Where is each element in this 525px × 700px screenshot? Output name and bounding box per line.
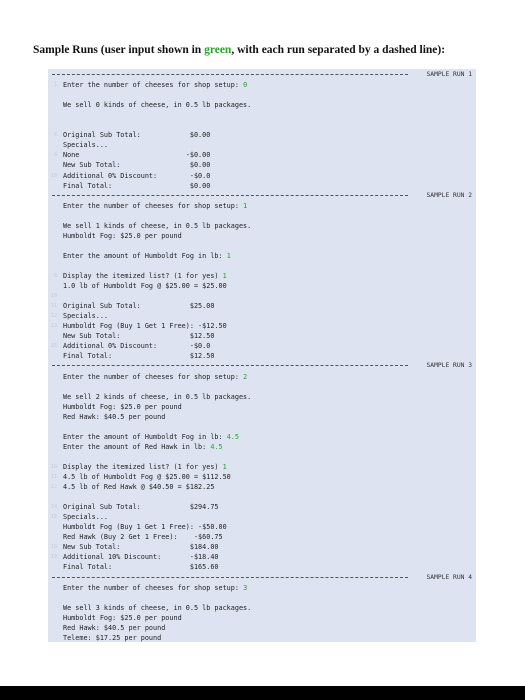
line-number: 18 bbox=[50, 544, 57, 551]
console-line bbox=[48, 221, 476, 231]
line-text: 4.5 lb of Humboldt Fog @ $25.00 = $112.50 bbox=[63, 473, 231, 481]
line-text: Display the itemized list? (1 for yes) 1 bbox=[63, 272, 227, 280]
console-line bbox=[48, 522, 476, 532]
console-line bbox=[48, 382, 476, 392]
line-text: Enter the amount of Humboldt Fog in lb: 1 bbox=[63, 251, 231, 260]
console-line bbox=[48, 432, 476, 442]
page-heading bbox=[33, 44, 513, 56]
console-line bbox=[48, 281, 476, 291]
console-line bbox=[48, 311, 476, 321]
console-line bbox=[48, 402, 476, 412]
line-text: Humboldt Fog: $25.0 per pound bbox=[63, 613, 182, 622]
user-input: 1 bbox=[222, 462, 227, 471]
console-line bbox=[48, 552, 476, 562]
console-line bbox=[48, 271, 476, 281]
line-text: Additional 10% Discount: -$18.40 bbox=[63, 553, 219, 562]
run-label: SAMPLE RUN 1 bbox=[426, 71, 472, 78]
console-line bbox=[48, 351, 476, 361]
console-line bbox=[48, 452, 476, 462]
line-text: We sell 3 kinds of cheese, in 0.5 lb packages. bbox=[63, 603, 252, 612]
console-line bbox=[48, 80, 476, 90]
console-line bbox=[48, 392, 476, 402]
line-text: Red Hawk (Buy 2 Get 1 Free): -$60.75 bbox=[63, 533, 223, 542]
line-text: Original Sub Total: $294.75 bbox=[63, 503, 219, 512]
user-input: 4.5 bbox=[210, 442, 223, 451]
line-text: Enter the number of cheeses for shop setup: 0 bbox=[63, 81, 248, 90]
line-text: We sell 1 kinds of cheese, in 0.5 lb packages. bbox=[63, 221, 252, 230]
line-number: 10 bbox=[50, 293, 57, 300]
console-line bbox=[48, 130, 476, 140]
dashed-line bbox=[52, 195, 408, 196]
console-line bbox=[48, 613, 476, 623]
console-line bbox=[48, 422, 476, 432]
line-text: Humboldt Fog: $25.0 per pound bbox=[63, 402, 182, 411]
bottom-bar bbox=[0, 686, 525, 700]
line-number: 15 bbox=[50, 514, 57, 521]
user-input: 1 bbox=[222, 272, 227, 280]
run-label: SAMPLE RUN 3 bbox=[426, 362, 472, 370]
console-line bbox=[48, 181, 476, 191]
line-text: We sell 2 kinds of cheese, in 0.5 lb packages. bbox=[63, 392, 252, 401]
run-separator bbox=[48, 573, 476, 583]
console-line bbox=[48, 321, 476, 331]
line-number: 13 bbox=[50, 323, 57, 330]
line-text: Display the itemized list? (1 for yes) 1 bbox=[63, 462, 227, 471]
console-line bbox=[48, 532, 476, 542]
heading-text-post: , with each run separated by a dashed line): bbox=[231, 44, 446, 56]
console-line bbox=[48, 211, 476, 221]
line-number: 15 bbox=[50, 343, 57, 350]
line-text: Humboldt Fog (Buy 1 Get 1 Free): -$50.00 bbox=[63, 523, 227, 532]
run-separator bbox=[48, 70, 476, 80]
line-text: Humboldt Fog (Buy 1 Get 1 Free): -$12.50 bbox=[63, 322, 227, 331]
console-line bbox=[48, 110, 476, 120]
console-line bbox=[48, 100, 476, 110]
console-line bbox=[48, 140, 476, 150]
console-line bbox=[48, 241, 476, 251]
user-input: 4.5 bbox=[226, 432, 239, 441]
console-line bbox=[48, 171, 476, 181]
line-text: Specials... bbox=[63, 513, 109, 522]
console-output bbox=[48, 69, 476, 642]
console-line bbox=[48, 160, 476, 170]
line-number: 11 bbox=[50, 474, 57, 480]
line-text: 4.5 lb of Red Hawk @ $40.50 = $182.25 bbox=[63, 483, 215, 492]
line-number: 8 bbox=[53, 152, 57, 159]
dashed-line bbox=[52, 365, 408, 366]
line-number: 11 bbox=[50, 303, 57, 310]
console-line bbox=[48, 562, 476, 572]
line-text: Enter the amount of Red Hawk in lb: 4.5 bbox=[63, 442, 223, 451]
line-text: New Sub Total: $0.00 bbox=[63, 161, 211, 170]
console-line bbox=[48, 201, 476, 211]
line-text: None -$0.00 bbox=[63, 151, 211, 160]
line-text: Final Total: $0.00 bbox=[63, 181, 211, 190]
console-line bbox=[48, 442, 476, 452]
line-text: Final Total: $165.60 bbox=[63, 563, 219, 572]
user-input: 1 bbox=[226, 251, 231, 260]
line-text: Specials... bbox=[63, 141, 109, 150]
console-line bbox=[48, 90, 476, 100]
line-number: 10 bbox=[50, 172, 57, 179]
line-text: Specials... bbox=[63, 312, 109, 321]
line-text: Enter the number of cheeses for shop setup: 2 bbox=[63, 372, 248, 381]
line-text: New Sub Total: $184.00 bbox=[63, 543, 219, 552]
run-label: SAMPLE RUN 4 bbox=[426, 573, 472, 581]
user-input: 1 bbox=[243, 201, 248, 210]
console-line bbox=[48, 150, 476, 160]
line-text: Humboldt Fog: $25.0 per pound bbox=[63, 231, 182, 240]
line-text: Additional 0% Discount: -$0.0 bbox=[63, 171, 211, 180]
console-line bbox=[48, 462, 476, 472]
line-text: We sell 0 kinds of cheese, in 0.5 lb packages. bbox=[63, 101, 252, 110]
console-line bbox=[48, 251, 476, 261]
user-input: 2 bbox=[243, 372, 248, 381]
console-line bbox=[48, 492, 476, 502]
console-line bbox=[48, 472, 476, 482]
line-text: Red Hawk: $40.5 per pound bbox=[63, 412, 166, 421]
console-line bbox=[48, 372, 476, 382]
line-text: Original Sub Total: $25.00 bbox=[63, 302, 215, 311]
line-number: 10 bbox=[50, 463, 57, 470]
line-text: Final Total: $12.50 bbox=[63, 352, 215, 361]
line-text: Enter the number of cheeses for shop setup: 3 bbox=[63, 583, 248, 592]
line-text: 1.0 lb of Humboldt Fog @ $25.00 = $25.00 bbox=[63, 282, 227, 291]
console-line bbox=[48, 603, 476, 613]
run-separator bbox=[48, 361, 476, 371]
line-number: 1 bbox=[53, 82, 57, 89]
console-line bbox=[48, 301, 476, 311]
console-line bbox=[48, 512, 476, 522]
console-line bbox=[48, 633, 476, 642]
dashed-line bbox=[52, 74, 408, 75]
line-number: 8 bbox=[53, 273, 57, 279]
user-input: 0 bbox=[243, 81, 248, 90]
line-text: Teleme: $17.25 per pound bbox=[63, 633, 162, 642]
console-line bbox=[48, 261, 476, 271]
run-separator bbox=[48, 191, 476, 201]
console-line bbox=[48, 583, 476, 593]
heading-text-green: green bbox=[204, 44, 232, 56]
line-number: 12 bbox=[50, 313, 57, 320]
line-text: New Sub Total: $12.50 bbox=[63, 332, 215, 341]
line-text: Original Sub Total: $0.00 bbox=[63, 131, 211, 140]
console-line bbox=[48, 291, 476, 301]
line-number: 19 bbox=[50, 554, 57, 561]
console-line bbox=[48, 412, 476, 422]
user-input: 3 bbox=[243, 583, 248, 592]
console-line bbox=[48, 120, 476, 130]
console-line bbox=[48, 341, 476, 351]
console-line bbox=[48, 542, 476, 552]
console-line bbox=[48, 231, 476, 241]
console-line bbox=[48, 623, 476, 633]
console-line bbox=[48, 482, 476, 492]
line-number: 6 bbox=[53, 132, 57, 139]
run-label: SAMPLE RUN 2 bbox=[426, 191, 472, 199]
line-number: 14 bbox=[50, 504, 57, 511]
console-line bbox=[48, 502, 476, 512]
line-text: Enter the amount of Humboldt Fog in lb: 4.5 bbox=[63, 432, 239, 441]
line-text: Red Hawk: $40.5 per pound bbox=[63, 623, 166, 632]
line-number: 12 bbox=[50, 484, 57, 491]
console-line bbox=[48, 331, 476, 341]
heading-text-pre: Sample Runs (user input shown in bbox=[33, 44, 205, 56]
console-line bbox=[48, 593, 476, 603]
dashed-line bbox=[52, 577, 408, 578]
line-text: Additional 0% Discount: -$0.0 bbox=[63, 342, 211, 351]
line-text: Enter the number of cheeses for shop setup: 1 bbox=[63, 201, 248, 210]
